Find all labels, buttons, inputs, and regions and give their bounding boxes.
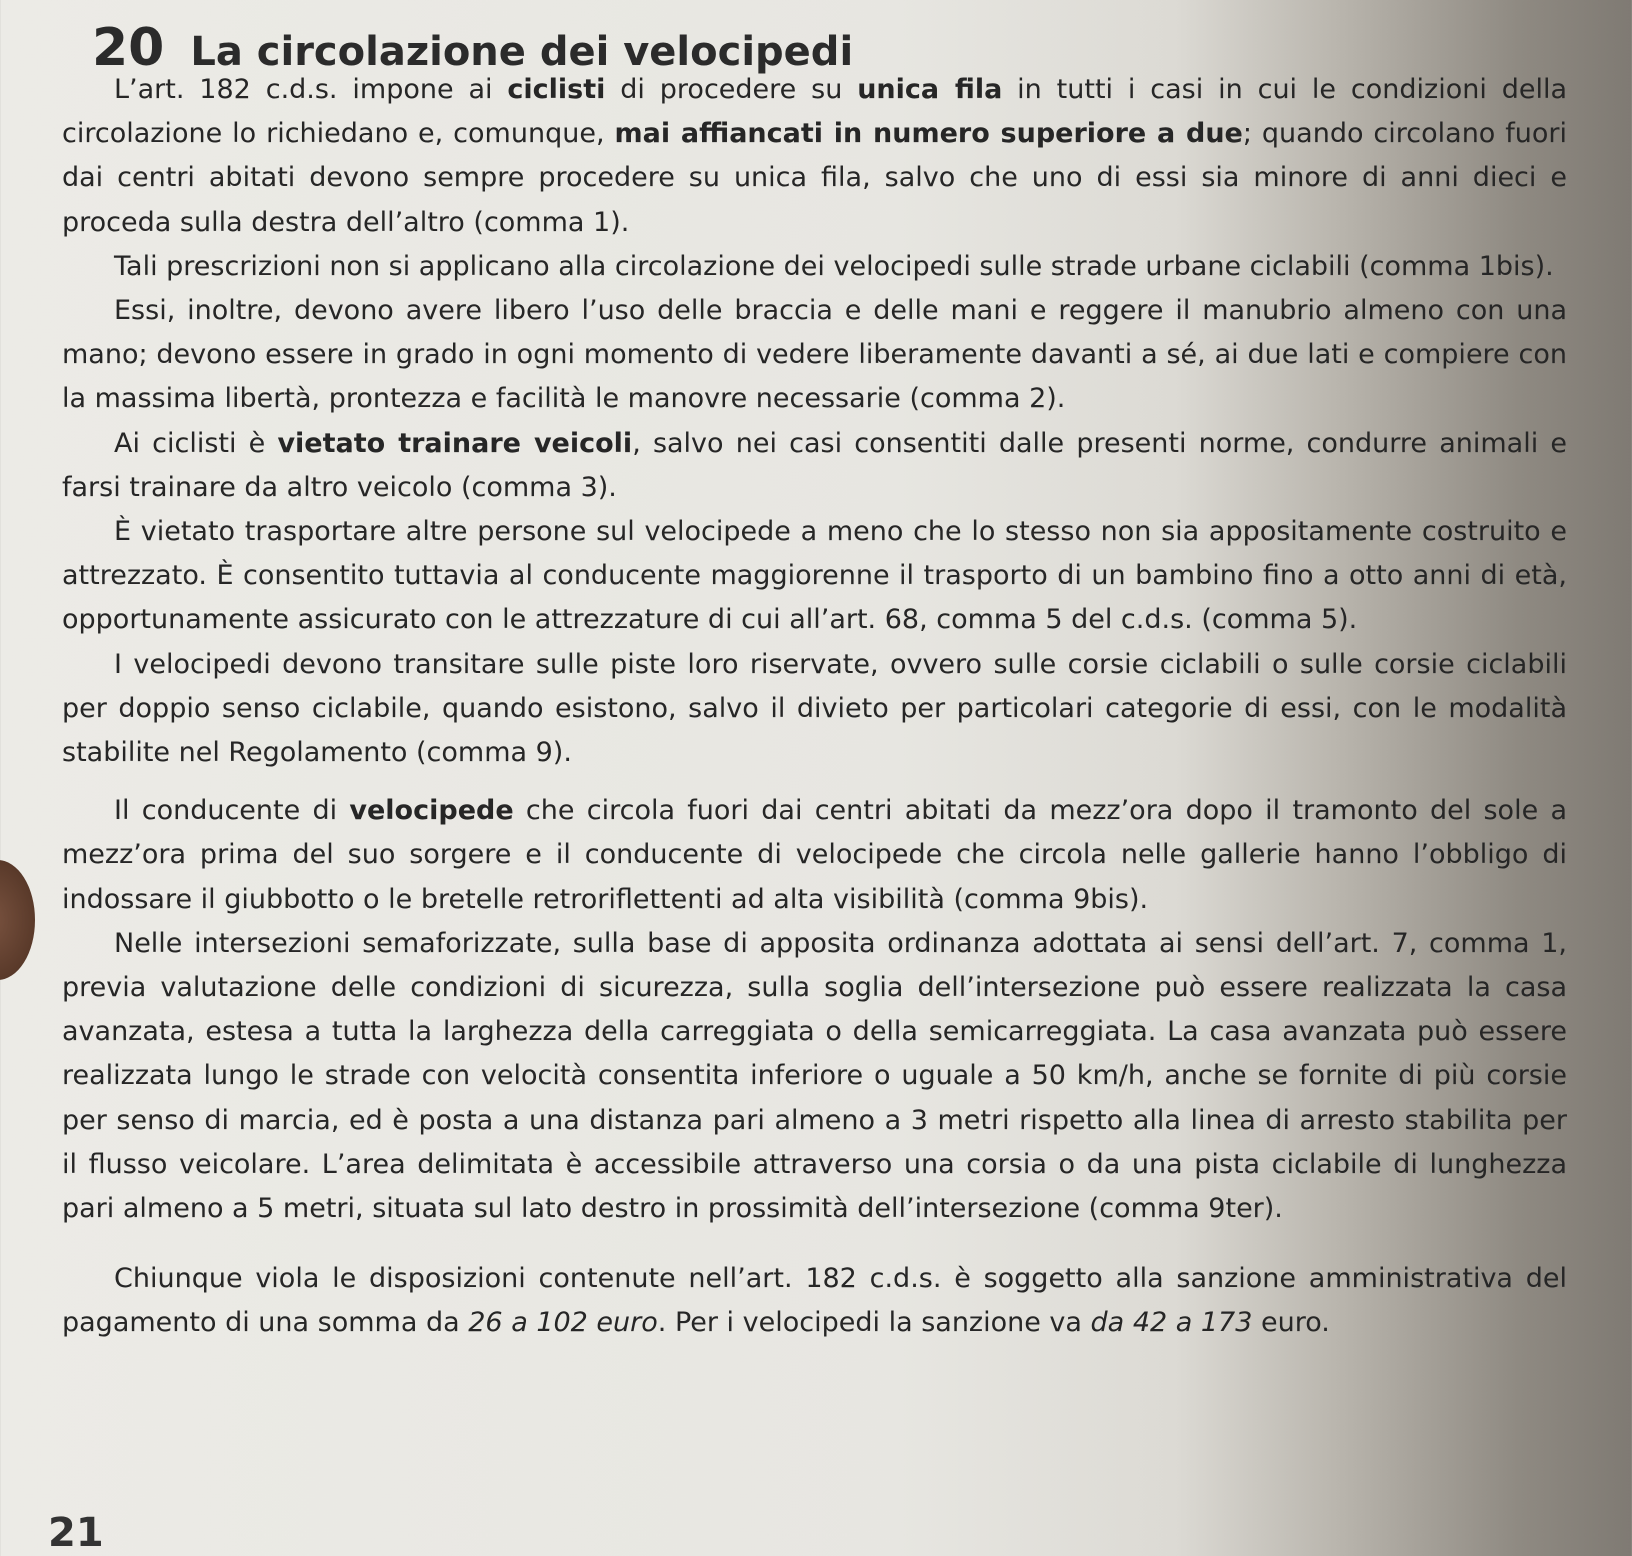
paragraph: Il conducente di velocipede che circola fuori dai centri abitati da mezz’ora dopo il tramonto del sole a mezz’ora prima del suo sorgere e il conducente di velocipede che circola nelle gallerie hanno l’obbligo di indossare il giubbotto o le bretelle retroriflettenti ad alta visibilità (comma 9bis). [62, 795, 1567, 915]
next-chapter-number: 21 [48, 1510, 104, 1556]
paragraph: Tali prescrizioni non si applicano alla circolazione dei velocipedi sulle strade urbane ciclabili (comma 1bis). [114, 250, 1554, 282]
paragraph: I velocipedi devono transitare sulle piste loro riservate, ovvero sulle corsie ciclabili o sulle corsie ciclabili per doppio senso ciclabile, quando esistono, salvo il divieto per particolari categorie di essi, con le modalità stabilite nel Regolamento (comma 9). [62, 648, 1567, 769]
body-text [62, 68, 1567, 1346]
chapter-title: La circolazione dei velocipedi [190, 29, 854, 75]
paragraph: Nelle intersezioni semaforizzate, sulla base di apposita ordinanza adottata ai sensi dell’art. 7, comma 1, previa valutazione delle condizioni di sicurezza, sulla soglia dell’intersezione può essere realizzata la casa avanzata, estesa a tutta la larghezza della carreggiata o della semicarreggiata. La casa avanzata può essere realizzata lungo le strade con velocità consentita inferiore o uguale a 50 km/h, anche se fornite di più corsie per senso di marcia, ed è posta a una distanza pari almeno a 3 metri rispetto alla linea di arresto stabilita per il flusso veicolare. L’area delimitata è accessibile attraverso una corsia o da una pista ciclabile di lunghezza pari almeno a 5 metri, situata sul lato destro in prossimità dell’intersezione (comma 9ter). [62, 927, 1567, 1225]
paragraph: Ai ciclisti è vietato trainare veicoli, salvo nei casi consentiti dalle presenti norme, condurre animali e farsi trainare da altro veicolo (comma 3). [62, 427, 1567, 503]
paragraph: L’art. 182 c.d.s. impone ai ciclisti di procedere su unica fila in tutti i casi in cui le condizioni della circolazione lo richiedano e, comunque, mai affiancati in numero superiore a due; quando circolano fuori dai centri abitati devono sempre procedere su unica fila, salvo che uno di essi sia minore di anni dieci e proceda sulla destra dell’altro (comma 1). [62, 74, 1568, 238]
paragraph: Chiunque viola le disposizioni contenute nell’art. 182 c.d.s. è soggetto alla sanzione amministrativa del pagamento di una somma da 26 a 102 euro. Per i velocipedi la sanzione va da 42 a 173 euro. [62, 1263, 1567, 1339]
chapter-number: 20 [92, 18, 165, 78]
paragraph: È vietato trasportare altre persone sul velocipede a meno che lo stesso non sia appositamente costruito e attrezzato. È consentito tuttavia al conducente maggiorenne il trasporto di un bambino fino a otto anni di età, opportunamente assicurato con le attrezzature di cui all’art. 68, comma 5 del c.d.s. (comma 5). [62, 516, 1567, 636]
thumb-in-photo [0, 860, 35, 980]
paragraph: Essi, inoltre, devono avere libero l’uso delle braccia e delle mani e reggere il manubrio almeno con una mano; devono essere in grado in ogni momento di vedere liberamente davanti a sé, ai due lati e compiere con la massima libertà, prontezza e facilità le manovre necessarie (comma 2). [62, 295, 1567, 415]
